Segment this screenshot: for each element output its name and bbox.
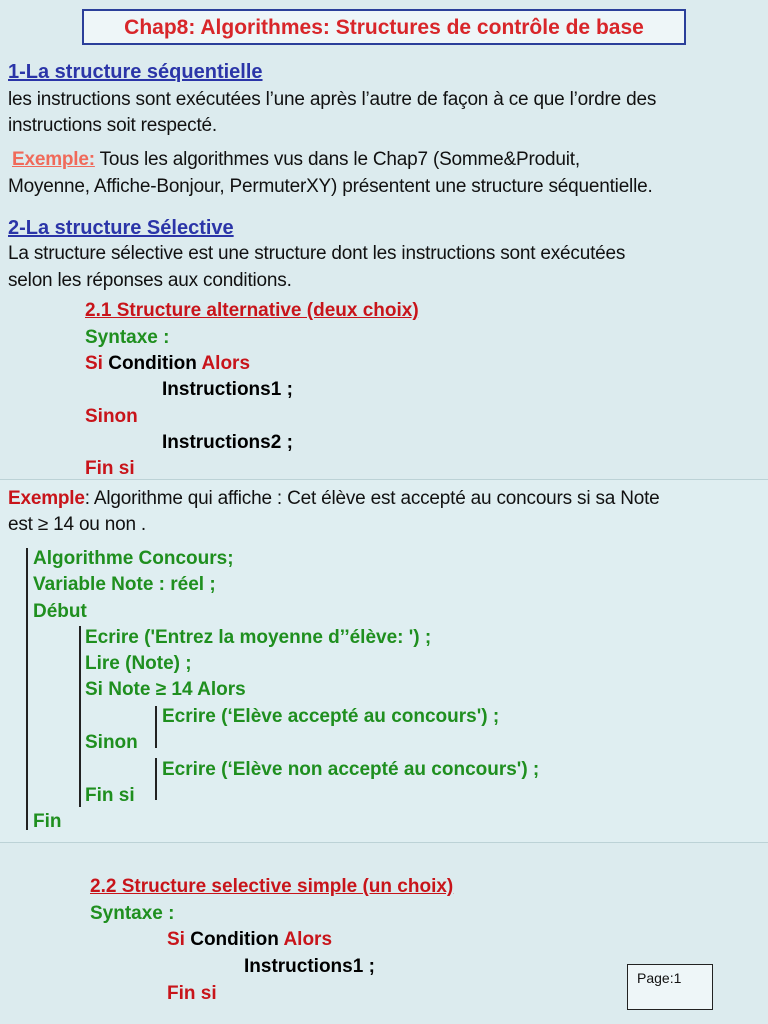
sub21-syntaxe: Syntaxe : [85, 327, 170, 348]
sub21-si-line [85, 353, 250, 375]
alors-keyword-2: Alors [283, 929, 333, 950]
section2-heading: 2-La structure Sélective [8, 217, 234, 239]
code-line-10: Fin si [85, 785, 135, 806]
code-line-9: Ecrire (‘Elève non accepté au concours') ; [162, 759, 540, 780]
section1-example-line2: Moyenne, Affiche-Bonjour, PermuterXY) présentent une structure séquentielle. [8, 176, 653, 197]
section1-line2: instructions soit respecté. [8, 115, 217, 136]
code-sinon-bracket [155, 758, 157, 800]
sub22-finsi: Fin si [167, 983, 217, 1004]
section2-line2: selon les réponses aux conditions. [8, 270, 292, 291]
code-line-8: Sinon [85, 732, 138, 753]
code-outer-bracket [26, 548, 28, 830]
section1-example-line1 [12, 149, 580, 171]
page-number: Page:1 [637, 970, 682, 986]
si-keyword-2: Si [167, 929, 185, 950]
code-line-1: Algorithme Concours; [33, 548, 234, 569]
sub21-finsi: Fin si [85, 458, 135, 479]
code-line-2: Variable Note : réel ; [33, 574, 216, 595]
title-box [82, 9, 686, 45]
code-line-5: Lire (Note) ; [85, 653, 192, 674]
si-keyword: Si [85, 353, 103, 374]
section1-line1: les instructions sont exécutées l’une après l’autre de façon à ce que l’ordre des [8, 89, 657, 110]
sub21-instr1: Instructions1 ; [162, 379, 293, 400]
condition-text-2: Condition [184, 929, 284, 950]
alors-keyword: Alors [201, 353, 251, 374]
section1-heading: 1-La structure séquentielle [8, 61, 263, 83]
code-body-bracket [79, 626, 81, 807]
sub22-syntaxe: Syntaxe : [90, 903, 175, 924]
example-label: Exemple: [12, 149, 95, 170]
sub21-heading: 2.1 Structure alternative (deux choix) [85, 300, 419, 321]
code-si-bracket [155, 706, 157, 748]
example2-label: Exemple [8, 488, 85, 509]
example-line1 [8, 488, 660, 510]
section2-line1: La structure sélective est une structure dont les instructions sont exécutées [8, 243, 626, 264]
example-text-1: Tous les algorithmes vus dans le Chap7 (Somme&Produit, [94, 149, 580, 170]
sub22-instr1: Instructions1 ; [244, 956, 375, 977]
example2-text-1: : Algorithme qui affiche : Cet élève est accepté au concours si sa Note [84, 488, 660, 509]
sub22-heading: 2.2 Structure selective simple (un choix) [90, 876, 454, 897]
code-line-3: Début [33, 601, 87, 622]
code-line-4: Ecrire ('Entrez la moyenne d’’élève: ') ; [85, 627, 432, 648]
sub21-instr2: Instructions2 ; [162, 432, 293, 453]
sub21-sinon: Sinon [85, 406, 138, 427]
sub22-si-line [167, 929, 332, 951]
example-line2: est ≥ 14 ou non . [8, 514, 147, 535]
condition-text: Condition [102, 353, 202, 374]
page-number-box [627, 964, 713, 1010]
code-line-7: Ecrire (‘Elève accepté au concours') ; [162, 706, 500, 727]
page-title: Chap8: Algorithmes: Structures de contrôle de base [124, 16, 644, 39]
code-line-6: Si Note ≥ 14 Alors [85, 679, 246, 700]
code-line-11: Fin [33, 811, 62, 832]
